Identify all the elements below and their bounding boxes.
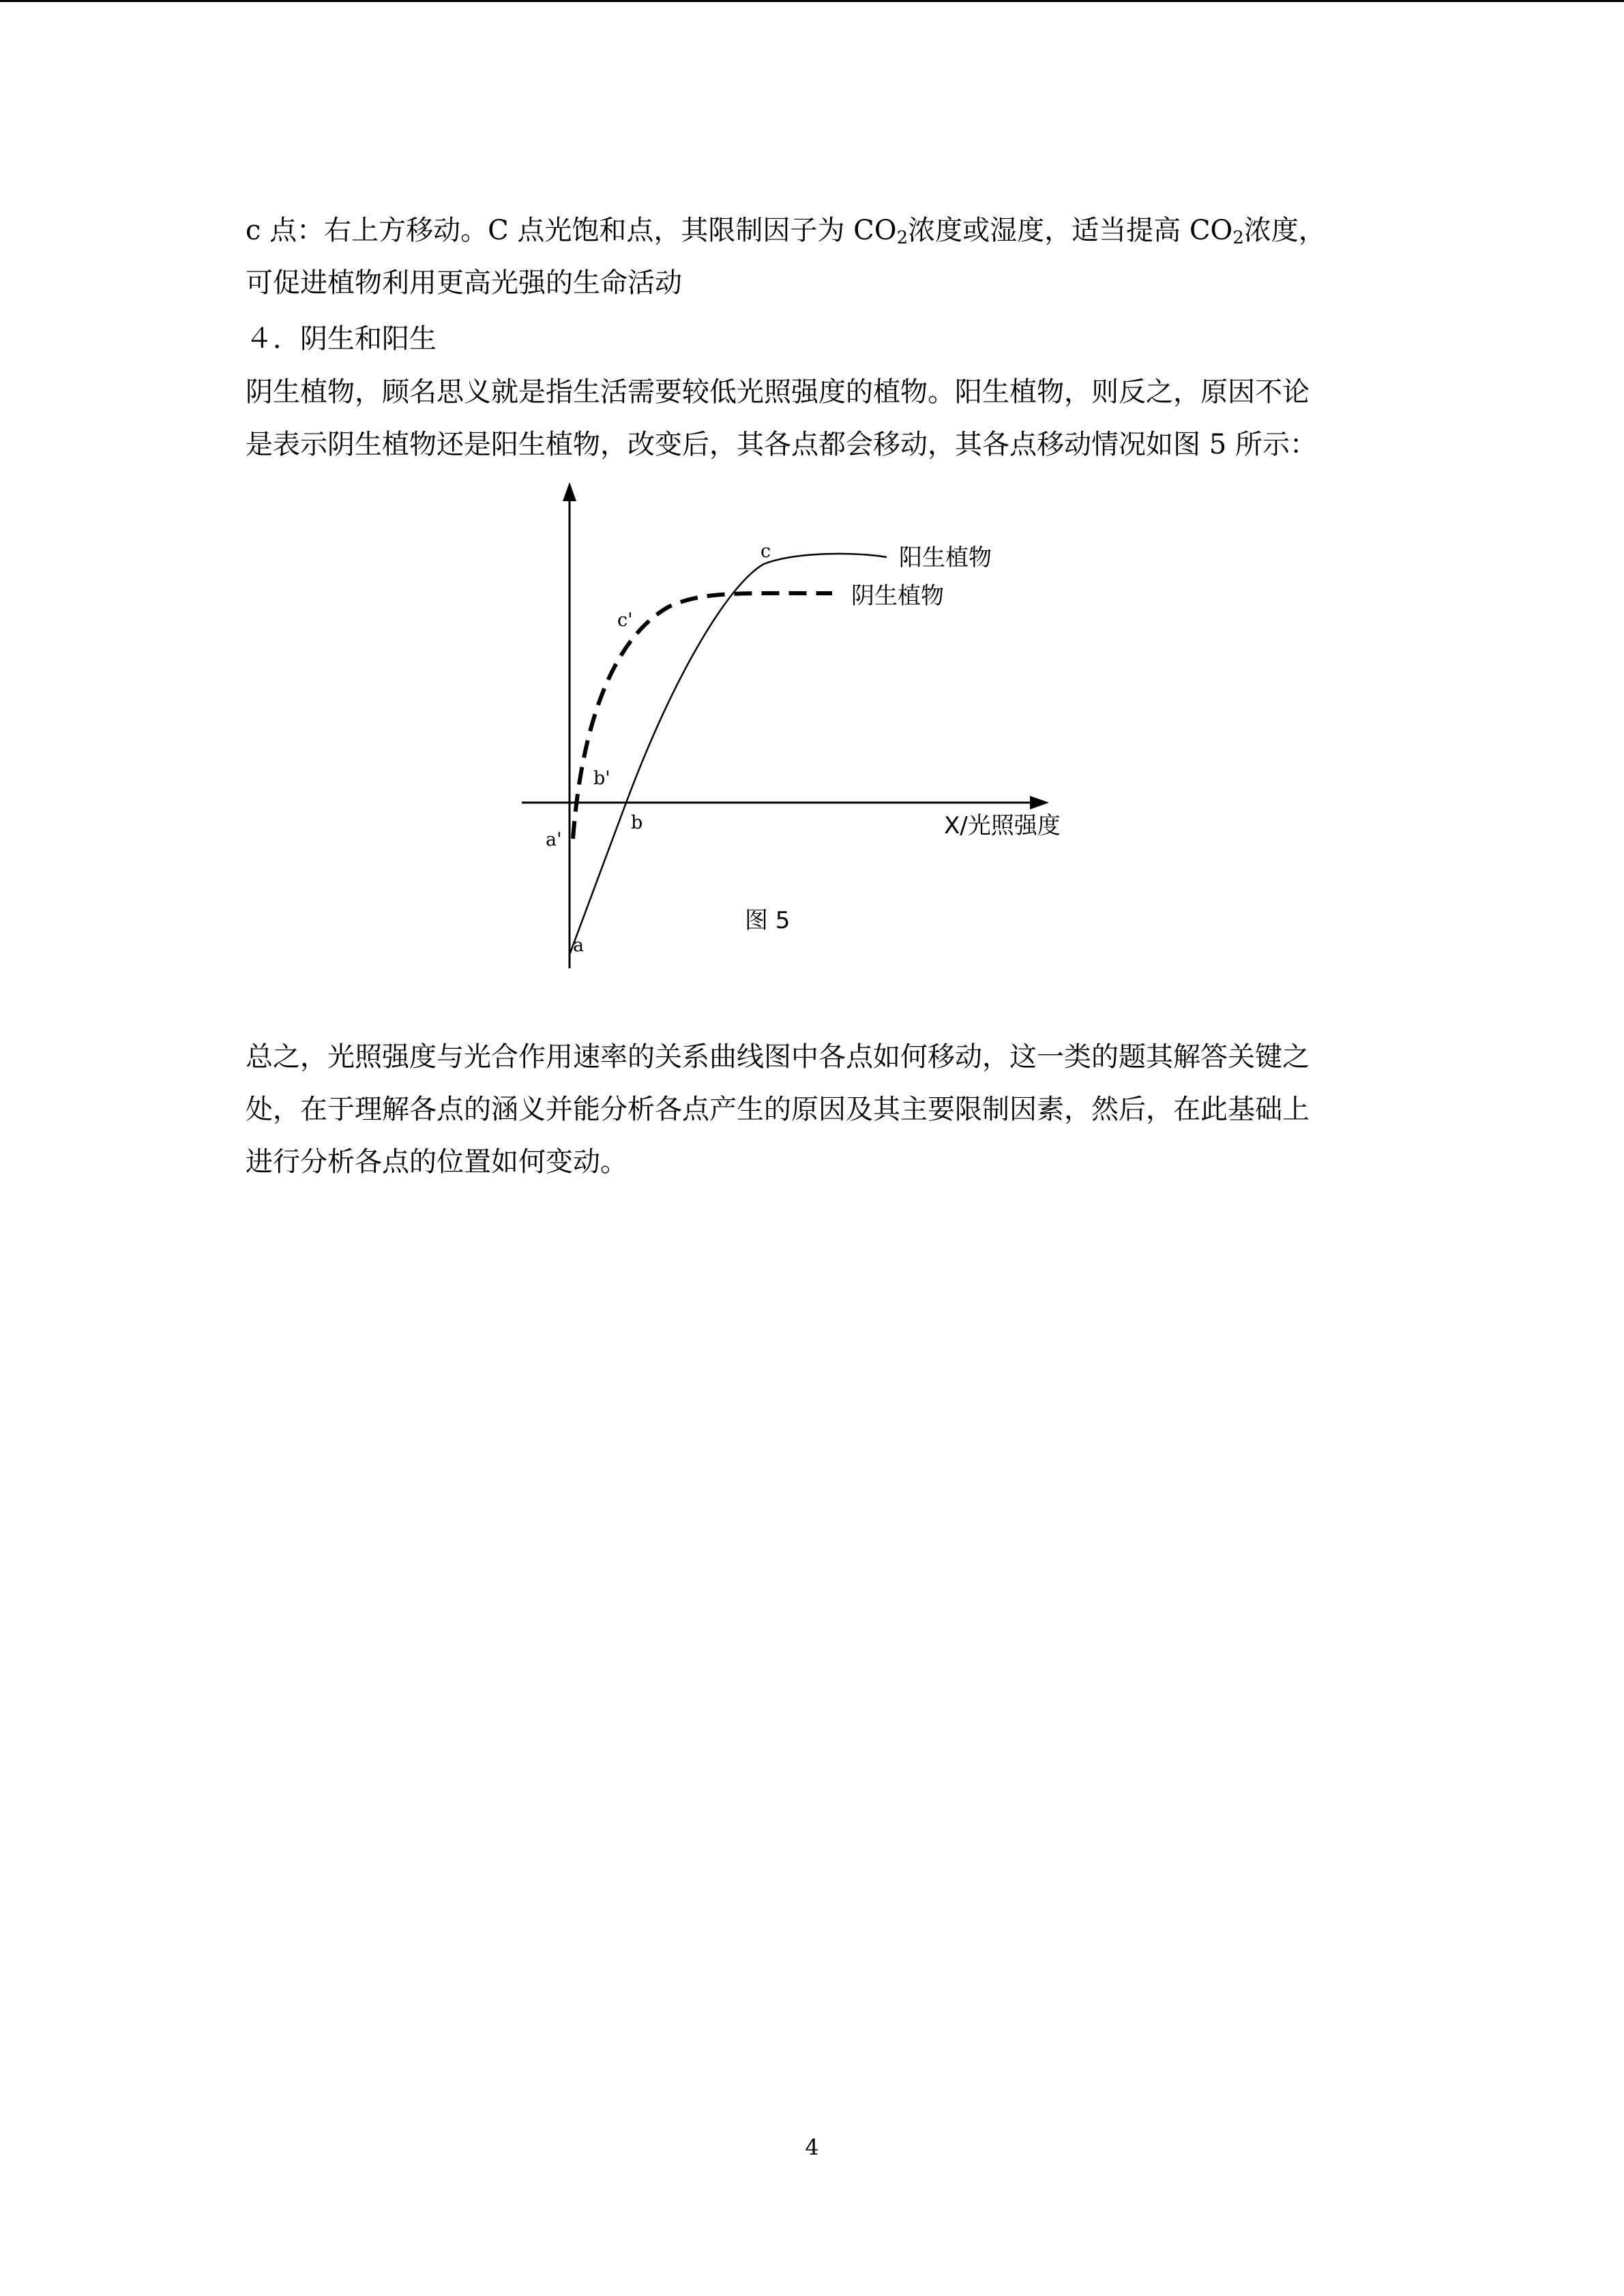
- page-number: 4: [805, 2134, 819, 2160]
- figure-caption: 图 5: [745, 907, 791, 934]
- text-fragment: c 点：右上方移动。C 点光饱和点，其限制因子为 CO: [246, 215, 897, 246]
- point-b-prime-label: b': [593, 768, 610, 789]
- page-top-border: [0, 0, 1624, 2]
- point-c-prime-label: c': [617, 610, 633, 631]
- subscript: 2: [896, 228, 909, 248]
- paragraph-line: 阴生植物，顾名思义就是指生活需要较低光照强度的植物。阳生植物，则反之，原因不论: [246, 376, 1310, 408]
- shade-plant-label: 阴生植物: [851, 582, 944, 610]
- paragraph-line: 总之，光照强度与光合作用速率的关系曲线图中各点如何移动，这一类的题其解答关键之: [246, 1041, 1310, 1073]
- x-axis-label: X/光照强度: [944, 812, 1061, 839]
- subscript: 2: [1232, 228, 1244, 248]
- point-c-label: c: [761, 541, 771, 562]
- point-a-label: a: [573, 935, 585, 956]
- text-fragment: 浓度或湿度，适当提高 CO: [908, 215, 1233, 246]
- figure-5: [505, 481, 1105, 972]
- section-heading: ４．阴生和阳生: [246, 323, 437, 355]
- paragraph-shade-sun: [246, 366, 1378, 471]
- paragraph-line: [246, 205, 1378, 257]
- paragraph-c-point: [246, 205, 1378, 310]
- sun-plant-label: 阳生植物: [899, 544, 992, 571]
- paragraph-line: 可促进植物利用更高光强的生命活动: [246, 267, 682, 299]
- paragraph-line: 处，在于理解各点的涵义并能分析各点产生的原因及其主要限制因素，然后，在此基础上: [246, 1094, 1310, 1125]
- paragraph-line: 进行分析各点的位置如何变动。: [246, 1146, 628, 1178]
- light-response-chart: [505, 481, 1105, 972]
- y-axis-arrow-icon: [563, 482, 576, 501]
- point-a-prime-label: a': [546, 829, 562, 850]
- paragraph-line: 是表示阴生植物还是阳生植物，改变后，其各点都会移动，其各点移动情况如图 5 所示：: [246, 429, 1317, 460]
- paragraph-conclusion: [246, 1031, 1378, 1189]
- point-b-label: b: [631, 812, 643, 833]
- x-axis-arrow-icon: [1030, 796, 1049, 809]
- text-fragment: 浓度，: [1243, 215, 1326, 246]
